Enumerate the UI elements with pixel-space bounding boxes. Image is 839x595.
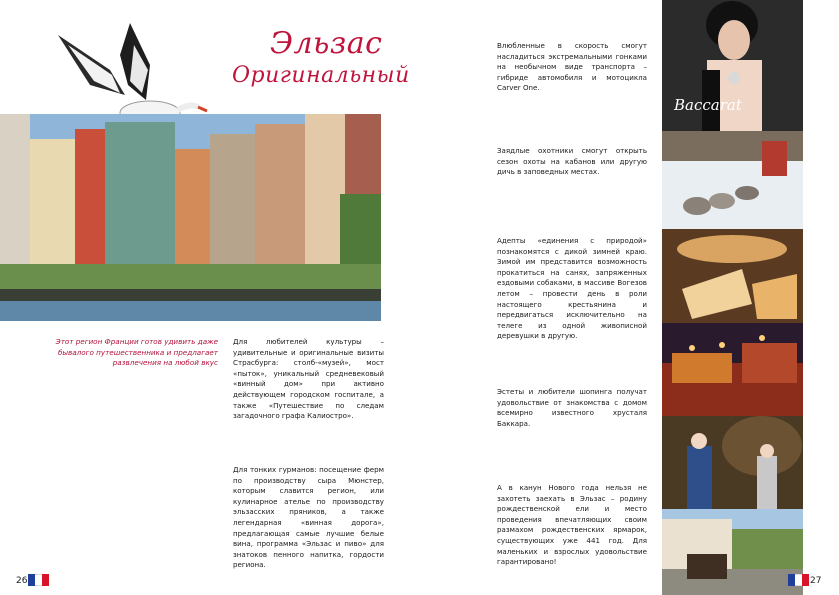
cheese-photo <box>662 229 803 323</box>
nature-paragraph: Адепты «единения с природой» познакомятся с дикой зимней краю. Зимой им представится возможность прокатиться на санях, запряженных ездовыми собаками, в массиве Вогезов летом – провести день в роли настоящего крестьянина и передвигаться исключительно на телеге из одной живописной деревушки в другую. <box>497 236 647 341</box>
strasbourg-canal-photo <box>0 114 381 321</box>
title-line-2: Оригинальный <box>232 63 410 88</box>
christmas-market-photo <box>662 323 803 416</box>
page-number-left: 26 <box>16 576 28 586</box>
newyear-paragraph: А в канун Нового года нельзя не захотеть заехать в Эльзас – родину рождественской ели и место проведения впечатляющих своим размахом рождественских ярмарок, существующих уже 441 год. Для маленьких и взрослых удовольствие гарантировано! <box>497 483 647 567</box>
horse-carriage-photo <box>662 509 803 595</box>
culture-paragraph: Для любителей культуры – удивительные и оригинальные визиты Страсбурга: столб-«музей», мост «пыток», уникальный средневековый «винный дом» при активно действующем городском госпитале, а также «Путешествие по следам загадочного графа Калиостро». <box>233 337 384 421</box>
gourmets-paragraph: Для тонких гурманов: посещение ферм по производству сыра Мюнстер, которым славится регион, или кулинарное ателье по производству эльзасских пряников, а также легендарная «винная дорога», предлагающая самые лучшие белые вина, программа «Эльзас и пиво» для знатоков пенного напитка, гордости региона. <box>233 465 384 570</box>
hunters-paragraph: Заядлые охотники смогут открыть сезон охоты на кабанов или другую дичь в заповедных местах. <box>497 146 647 177</box>
page-title <box>232 26 410 92</box>
title-line-1: Эльзас <box>270 26 383 61</box>
sled-dogs-photo <box>662 131 803 229</box>
baccarat-model-photo <box>662 0 803 131</box>
baccarat-logo: Baccarat <box>674 96 742 114</box>
page-number-right: 27 <box>810 576 822 586</box>
france-flag-icon <box>788 574 809 586</box>
costume-children-photo <box>662 416 803 509</box>
speed-paragraph: Влюбленные в скорость смогут насладиться экстремальными гонками на необычном виде транспорта – гибриде автомобиля и мотоцикла Carver One. <box>497 41 647 93</box>
shopping-paragraph: Эстеты и любители шопинга получат удовольствие от знакомства с домом всемирно известного хрусталя Баккара. <box>497 387 647 428</box>
photo-caption: Этот регион Франции готов удивить даже бывалого путешественника и предлагает развлечения на любой вкус <box>55 337 218 368</box>
france-flag-icon <box>28 574 49 586</box>
